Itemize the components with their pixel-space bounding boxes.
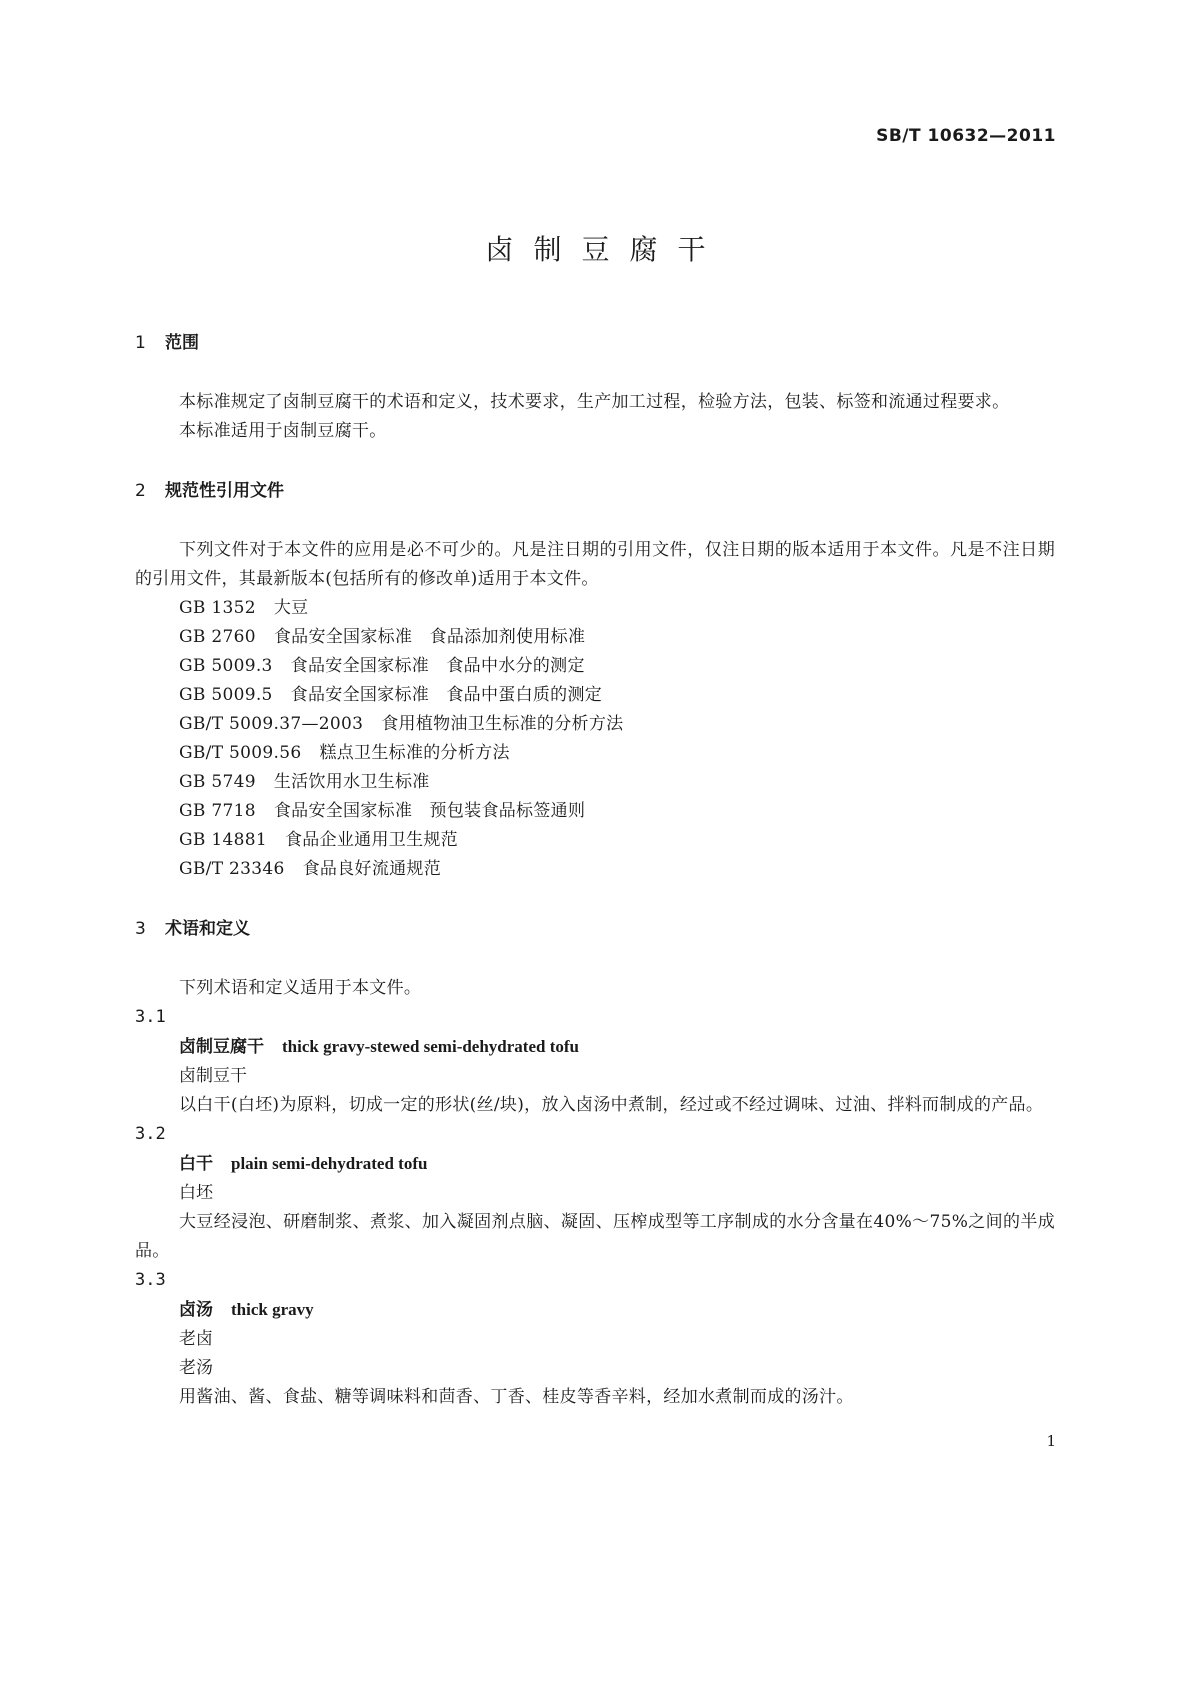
reference-title: 食品安全国家标准 食品中水分的测定: [290, 656, 585, 676]
term-synonym: 老卤: [179, 1329, 213, 1349]
section-title: 范围: [165, 333, 199, 353]
reference-code: GB 7718: [179, 801, 256, 821]
scope-paragraph: 本标准适用于卤制豆腐干。: [179, 421, 387, 441]
term-chinese: 卤汤: [179, 1300, 213, 1320]
term-english: plain semi-dehydrated tofu: [231, 1154, 428, 1173]
reference-title: 食品安全国家标准 预包装食品标签通则: [273, 801, 586, 821]
reference-item: [135, 681, 1055, 710]
reference-list: [135, 594, 1055, 884]
term-definition: 用酱油、酱、食盐、糖等调味料和茴香、丁香、桂皮等香辛料，经加水煮制而成的汤汁。: [179, 1387, 854, 1407]
section-number: 1: [135, 333, 146, 353]
term-entry: [135, 1120, 1055, 1266]
page-number: 1: [1046, 1432, 1056, 1450]
term-heading: [135, 1032, 1055, 1062]
reference-code: GB 5009.5: [179, 685, 273, 705]
section-title: 术语和定义: [165, 919, 250, 939]
reference-item: [135, 623, 1055, 652]
reference-code: GB 14881: [179, 830, 267, 850]
reference-title: 大豆: [273, 598, 309, 618]
reference-item: [135, 797, 1055, 826]
term-entry: [135, 1003, 1055, 1120]
term-chinese: 白干: [179, 1154, 213, 1174]
reference-title: 食品安全国家标准 食品中蛋白质的测定: [290, 685, 603, 705]
terms-intro: 下列术语和定义适用于本文件。: [179, 978, 422, 998]
term-heading: [135, 1295, 1055, 1325]
reference-code: GB 5009.3: [179, 656, 273, 676]
reference-item: [135, 652, 1055, 681]
section-terms: [135, 916, 1055, 1412]
term-entry: [135, 1266, 1055, 1412]
reference-item: [135, 710, 1055, 739]
reference-item: [135, 855, 1055, 884]
section-heading-scope: [135, 330, 1055, 356]
reference-title: 食用植物油卫生标准的分析方法: [381, 714, 624, 734]
reference-code: GB 5749: [179, 772, 256, 792]
reference-title: 食品安全国家标准 食品添加剂使用标准: [273, 627, 586, 647]
reference-item: [135, 594, 1055, 623]
reference-code: GB/T 5009.37—2003: [179, 714, 364, 734]
term-english: thick gravy: [231, 1300, 314, 1319]
term-number: 3.3: [135, 1270, 166, 1290]
reference-item: [135, 768, 1055, 797]
reference-title: 食品良好流通规范: [302, 859, 442, 879]
reference-code: GB/T 23346: [179, 859, 285, 879]
term-definition: 大豆经浸泡、研磨制浆、煮浆、加入凝固剂点脑、凝固、压榨成型等工序制成的水分含量在40%～75%之间的半成品。: [135, 1212, 1055, 1261]
reference-code: GB/T 5009.56: [179, 743, 302, 763]
reference-title: 生活饮用水卫生标准: [273, 772, 430, 792]
term-chinese: 卤制豆腐干: [179, 1037, 264, 1057]
reference-code: GB 2760: [179, 627, 256, 647]
standard-number: SB/T 10632—2011: [876, 126, 1056, 146]
term-definition: 以白干(白坯)为原料，切成一定的形状(丝/块)，放入卤汤中煮制，经过或不经过调味、过油、拌料而制成的产品。: [179, 1095, 1044, 1115]
term-heading: [135, 1149, 1055, 1179]
section-number: 2: [135, 481, 146, 501]
term-synonym: 老汤: [179, 1358, 213, 1378]
section-number: 3: [135, 919, 146, 939]
section-heading-terms: [135, 916, 1055, 942]
section-title: 规范性引用文件: [165, 481, 284, 501]
term-number: 3.1: [135, 1007, 166, 1027]
section-references: [135, 478, 1055, 884]
reference-title: 食品企业通用卫生规范: [284, 830, 458, 850]
reference-item: [135, 826, 1055, 855]
section-heading-references: [135, 478, 1055, 504]
term-synonym: 卤制豆干: [179, 1066, 247, 1086]
section-scope: [135, 330, 1055, 446]
term-synonym: 白坯: [179, 1183, 213, 1203]
reference-code: GB 1352: [179, 598, 256, 618]
scope-paragraph: 本标准规定了卤制豆腐干的术语和定义，技术要求，生产加工过程，检验方法，包装、标签和流通过程要求。: [179, 392, 1010, 412]
document-body: [135, 330, 1055, 1412]
term-number: 3.2: [135, 1124, 166, 1144]
references-intro: 下列文件对于本文件的应用是必不可少的。凡是注日期的引用文件，仅注日期的版本适用于本文件。凡是不注日期的引用文件，其最新版本(包括所有的修改单)适用于本文件。: [135, 540, 1055, 589]
reference-item: [135, 739, 1055, 768]
document-title: 卤制豆腐干: [485, 233, 726, 266]
reference-title: 糕点卫生标准的分析方法: [319, 743, 510, 763]
term-english: thick gravy-stewed semi-dehydrated tofu: [282, 1037, 579, 1056]
